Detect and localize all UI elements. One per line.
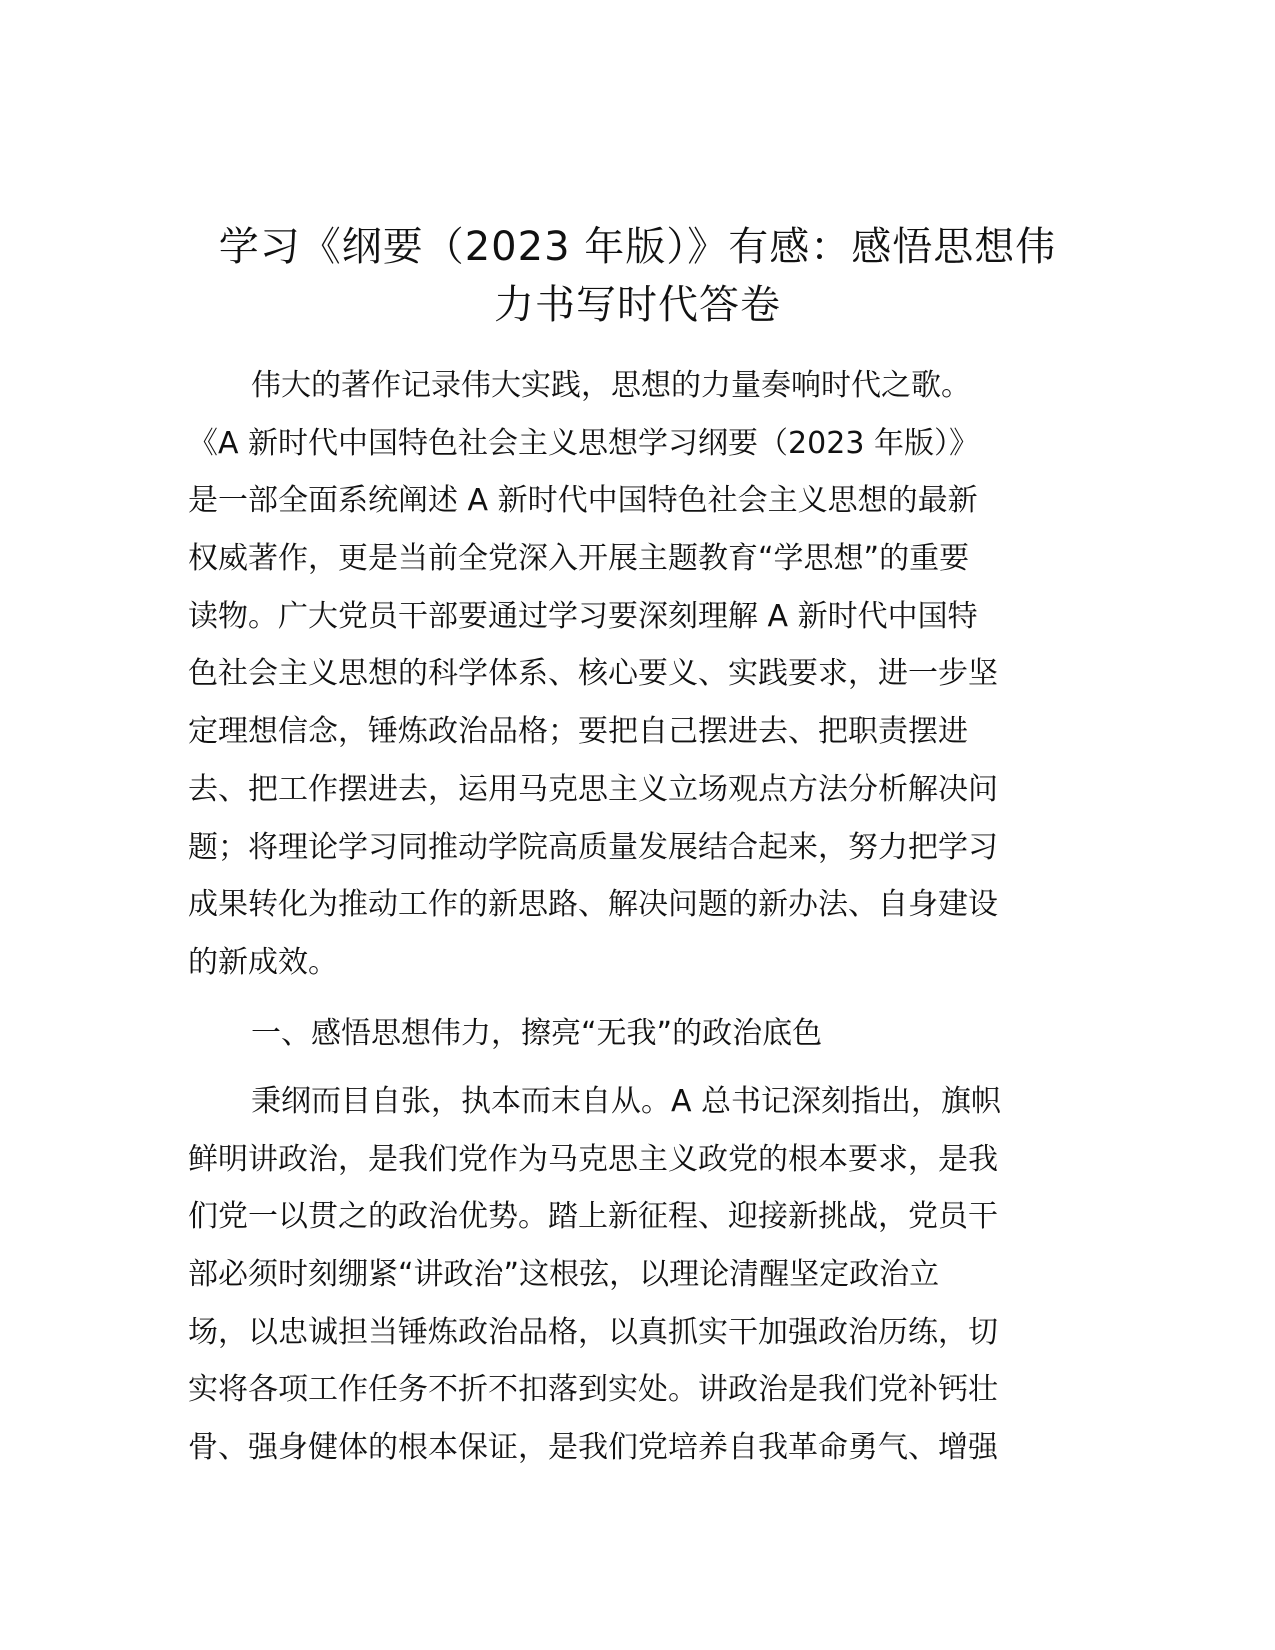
paragraph-line: 题；将理论学习同推动学院高质量发展结合起来，努力把学习: [188, 829, 998, 865]
paragraph-line: 秉纲而目自张，执本而末自从。A 总书记深刻指出，旗帜: [251, 1084, 1002, 1119]
paragraph-line: 去、把工作摆进去，运用马克思主义立场观点方法分析解决问: [188, 771, 998, 807]
paragraph-line: 是一部全面系统阐述 A 新时代中国特色社会主义思想的最新: [188, 483, 978, 519]
paragraph-line: 实将各项工作任务不折不扣落到实处。讲政治是我们党补钙壮: [188, 1372, 998, 1408]
title-line: 力书写时代答卷: [494, 282, 781, 328]
paragraph-line: 们党一以贯之的政治优势。踏上新征程、迎接新挑战，党员干: [188, 1199, 998, 1235]
paragraph-line: 场，以忠诚担当锤炼政治品格，以真抓实干加强政治历练，切: [188, 1314, 998, 1350]
paragraph-line: 鲜明讲政治，是我们党作为马克思主义政党的根本要求，是我: [188, 1141, 998, 1177]
intro-paragraph: [188, 357, 1093, 992]
paragraph-line: 《A 新时代中国特色社会主义思想学习纲要（2023 年版）》: [188, 425, 979, 461]
paragraph-line: 成果转化为推动工作的新思路、解决问题的新办法、自身建设: [188, 887, 998, 923]
section-heading-text: 一、感悟思想伟力，擦亮“无我”的政治底色: [251, 1016, 823, 1051]
paragraph-line: 的新成效。: [188, 944, 338, 980]
section-paragraph: [188, 1073, 1093, 1477]
paragraph-line: 色社会主义思想的科学体系、核心要义、实践要求，进一步坚: [188, 656, 998, 692]
paragraph-line: 伟大的著作记录伟大实践，思想的力量奏响时代之歌。: [251, 368, 971, 403]
section-heading: [188, 1005, 1093, 1063]
title-line: 学习《纲要（2023 年版）》有感：感悟思想伟: [218, 224, 1057, 270]
paragraph-line: 骨、强身健体的根本保证，是我们党培养自我革命勇气、增强: [188, 1430, 998, 1466]
paragraph-line: 权威著作，更是当前全党深入开展主题教育“学思想”的重要: [188, 541, 970, 577]
paragraph-line: 部必须时刻绷紧“讲政治”这根弦，以理论清醒坚定政治立: [188, 1257, 940, 1293]
paragraph-line: 定理想信念，锤炼政治品格；要把自己摆进去、把职责摆进: [188, 714, 968, 750]
document-title: [150, 218, 1125, 334]
paragraph-line: 读物。广大党员干部要通过学习要深刻理解 A 新时代中国特: [188, 598, 978, 634]
